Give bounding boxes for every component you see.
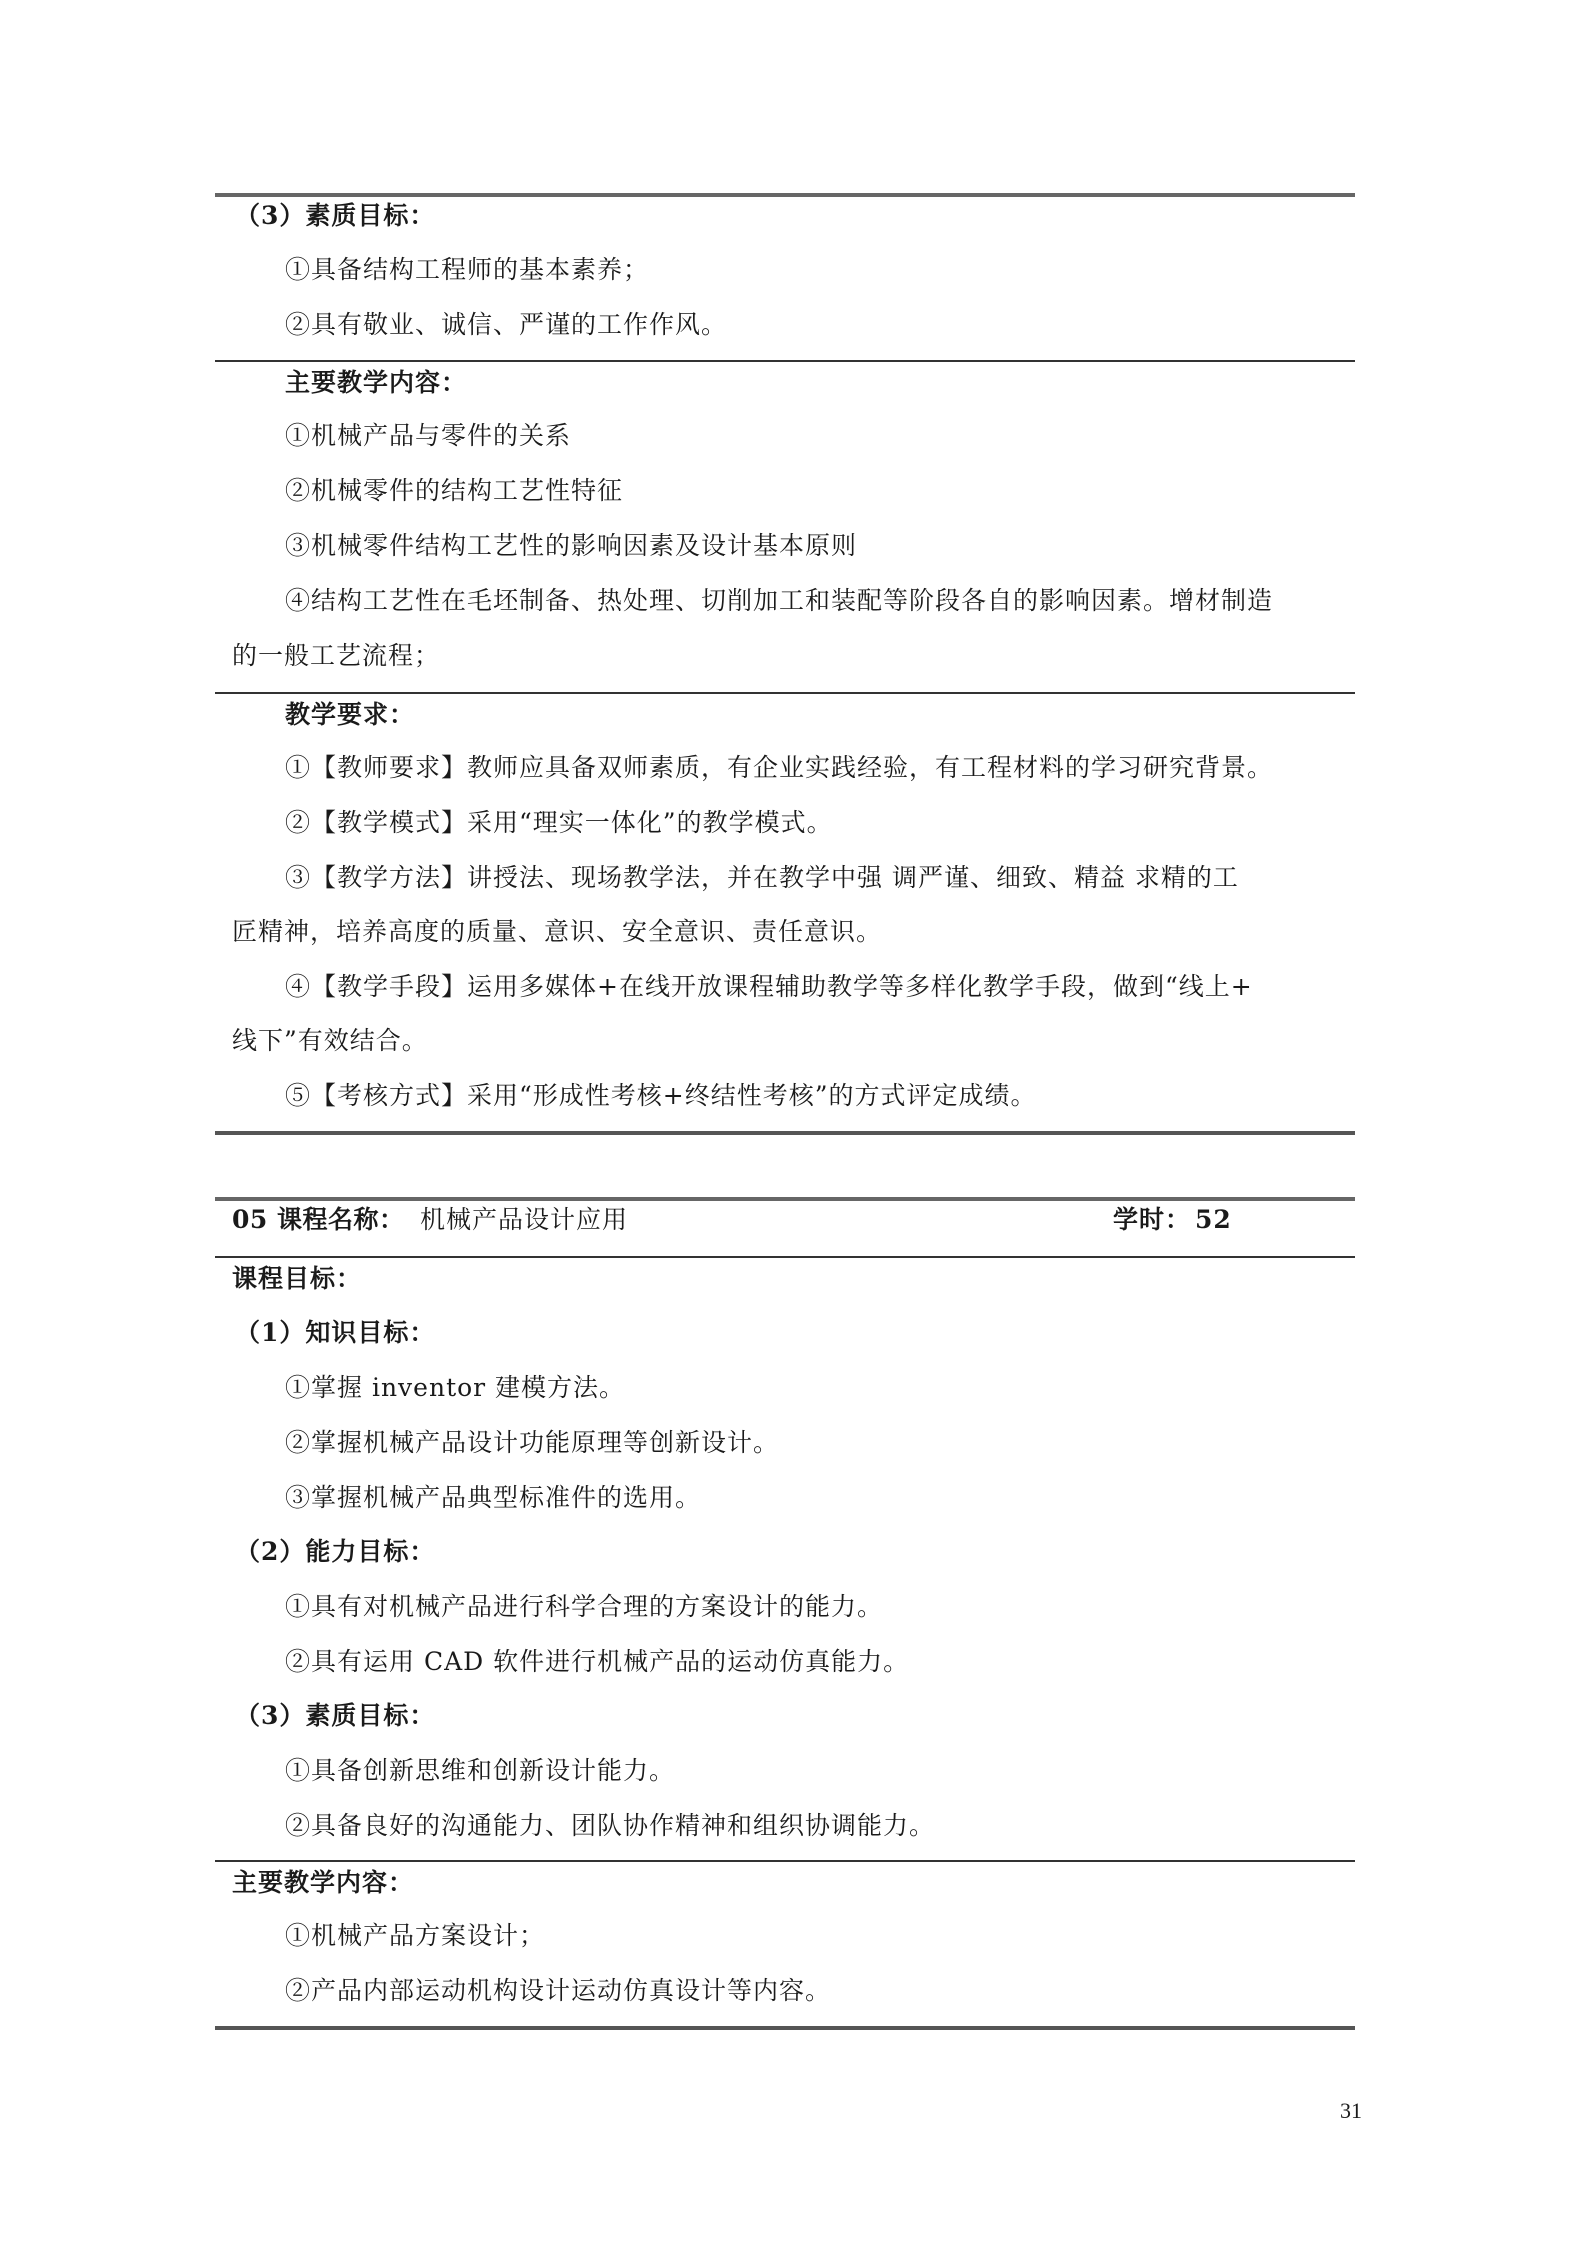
page-number: 31 <box>1340 2098 1362 2123</box>
list-item: ②掌握机械产品设计功能原理等创新设计。 <box>285 1428 780 1457</box>
list-item: ①【教师要求】教师应具备双师素质，有企业实践经验，有工程材料的学习研究背景。 <box>285 753 1274 782</box>
list-item: ③机械零件结构工艺性的影响因素及设计基本原则 <box>285 531 858 560</box>
list-item: ②产品内部运动机构设计运动仿真设计等内容。 <box>285 1976 832 2005</box>
table-bottom-border <box>215 1131 1355 1135</box>
list-item: ②机械零件的结构工艺性特征 <box>285 476 624 505</box>
quality-goal-heading: （3）素质目标： <box>235 1701 436 1730</box>
list-item: ①机械产品方案设计； <box>285 1921 546 1950</box>
list-item: ②具有敬业、诚信、严谨的工作作风。 <box>285 310 728 339</box>
section-divider <box>215 360 1355 362</box>
list-item: ①掌握 inventor 建模方法。 <box>285 1373 626 1402</box>
list-item-continuation: 的一般工艺流程； <box>232 641 441 670</box>
list-item: ③掌握机械产品典型标准件的选用。 <box>285 1483 702 1512</box>
section-divider <box>215 1860 1355 1862</box>
course-hours-value: 52 <box>1195 1205 1232 1234</box>
list-item-continuation: 匠精神，培养高度的质量、意识、安全意识、责任意识。 <box>232 917 883 946</box>
list-item: ⑤【考核方式】采用“形成性考核+终结性考核”的方式评定成绩。 <box>285 1081 1037 1110</box>
course-name-label: 05 课程名称： <box>232 1205 405 1234</box>
course-goal-heading: 课程目标： <box>232 1264 363 1293</box>
list-item: ①具备结构工程师的基本素养； <box>285 255 650 284</box>
course-name-value: 机械产品设计应用 <box>420 1205 629 1234</box>
list-item: ①具有对机械产品进行科学合理的方案设计的能力。 <box>285 1592 884 1621</box>
table-top-border <box>215 1197 1355 1201</box>
list-item: ②具备良好的沟通能力、团队协作精神和组织协调能力。 <box>285 1811 936 1840</box>
table-bottom-border <box>215 2026 1355 2030</box>
quality-goal-heading: （3）素质目标： <box>235 201 436 230</box>
list-item: ③【教学方法】讲授法、现场教学法，并在教学中强 调严谨、细致、精益 求精的工 <box>285 863 1239 892</box>
list-item-continuation: 线下”有效结合。 <box>232 1026 428 1055</box>
knowledge-goal-heading: （1）知识目标： <box>235 1318 436 1347</box>
section-divider <box>215 692 1355 694</box>
teaching-requirements-heading: 教学要求： <box>285 700 416 729</box>
list-item: ④【教学手段】运用多媒体+在线开放课程辅助教学等多样化教学手段，做到“线上+ <box>285 972 1253 1001</box>
list-item: ①具备创新思维和创新设计能力。 <box>285 1756 676 1785</box>
section-divider <box>215 1256 1355 1258</box>
table-top-border <box>215 193 1355 197</box>
teaching-content-heading: 主要教学内容： <box>285 368 468 397</box>
list-item: ②【教学模式】采用“理实一体化”的教学模式。 <box>285 808 833 837</box>
list-item: ④结构工艺性在毛坯制备、热处理、切削加工和装配等阶段各自的影响因素。增材制造 <box>285 586 1274 615</box>
ability-goal-heading: （2）能力目标： <box>235 1537 436 1566</box>
teaching-content-heading: 主要教学内容： <box>232 1868 415 1897</box>
list-item: ②具有运用 CAD 软件进行机械产品的运动仿真能力。 <box>285 1647 910 1676</box>
course-hours-label: 学时： <box>1113 1205 1192 1234</box>
list-item: ①机械产品与零件的关系 <box>285 421 572 450</box>
